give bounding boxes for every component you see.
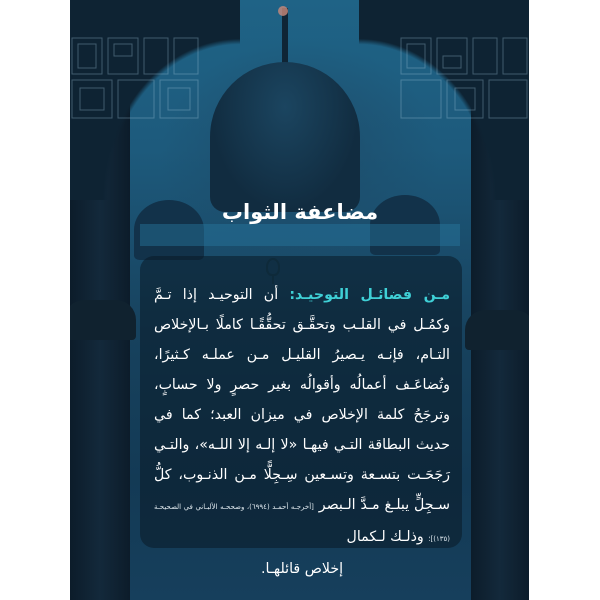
poster-background xyxy=(70,0,529,600)
page-title: مضاعفة الثواب xyxy=(221,200,379,224)
lead-phrase: مـن فضائـل التوحيـد: xyxy=(289,287,450,303)
hadith-reference: [أخرجـه أحمـد (٦٩٩٤)، وصححـه الألبـاني في الصحيحـة (١٣٥)]؛ xyxy=(154,503,450,543)
kufic-pattern-left-icon xyxy=(70,36,200,120)
finial-crescent-icon xyxy=(278,6,288,16)
kufic-pattern-right-icon xyxy=(399,36,529,120)
title-band xyxy=(140,224,460,246)
paragraph-continuation: وذلـك لـكمال xyxy=(346,529,429,545)
main-dome xyxy=(210,62,360,212)
dome-finial xyxy=(282,8,288,66)
body-paragraph xyxy=(154,280,450,584)
paragraph-text: أن التوحيـد إذا تـمَّ وكمُـل في القلـب وتحقَّـق تحقُّقًـا كاملًا بـالإخلاص التـام، فإنـه يـصيرُ القليـل مـن عملـه كـثيرًا، وتُضاعَـف أعمالُه وأقوالُه بغير حصرٍ ولا حسابٍ، وترجَحُ كلمة الإخلاص في ميزان العبد؛ كما في حديث البطاقة التـي فيهـا «لا إلـه إلا اللـه»، والتـي رَجَحَـت بتسـعة وتسـعين سِـجِلًّا مـن الذنـوب، كلُّ سـجِلٍّ يبلـغ مـدَّ الـبصر xyxy=(154,287,450,513)
closing-line: إخلاص قائلهـا. xyxy=(260,561,344,577)
